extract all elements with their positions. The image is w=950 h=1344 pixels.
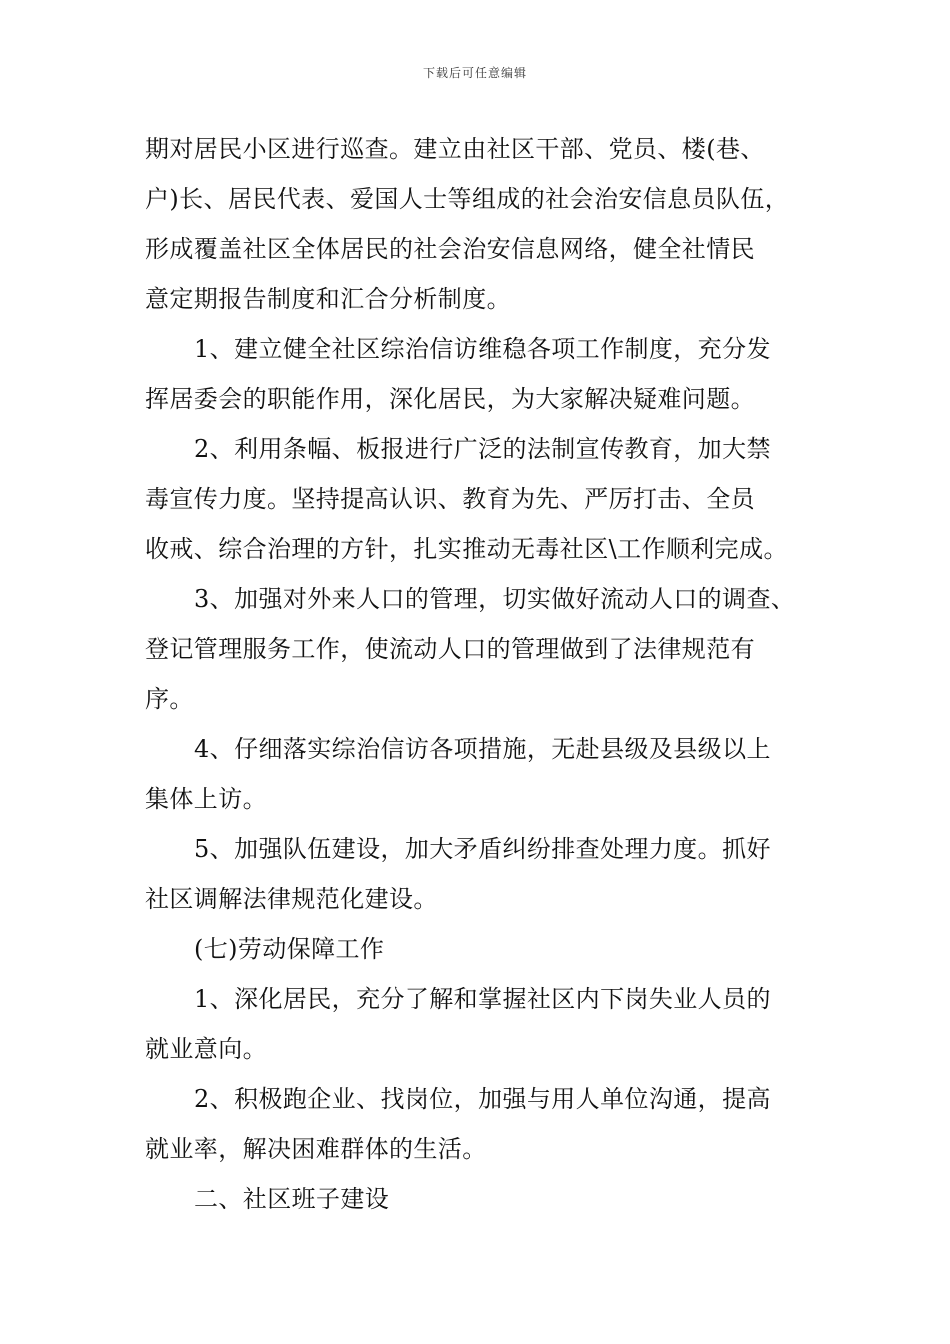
- section-heading: (七)劳动保障工作: [194, 935, 385, 963]
- text-line: 5、加强队伍建设，加大矛盾纠纷排查处理力度。抓好: [194, 835, 771, 863]
- text-line: 期对居民小区进行巡查。建立由社区干部、党员、楼(巷、: [145, 135, 765, 163]
- text-line: 毒宣传力度。坚持提高认识、教育为先、严厉打击、全员: [145, 485, 755, 513]
- text-line: 1、建立健全社区综治信访维稳各项工作制度，充分发: [194, 335, 771, 363]
- text-line: 登记管理服务工作，使流动人口的管理做到了法律规范有: [145, 635, 755, 663]
- text-line: 就业意向。: [145, 1035, 267, 1063]
- text-line: 就业率，解决困难群体的生活。: [145, 1135, 487, 1163]
- text-line: 集体上访。: [145, 785, 267, 813]
- document-body: [145, 124, 815, 1224]
- text-line: 2、利用条幅、板报进行广泛的法制宣传教育，加大禁: [194, 435, 771, 463]
- text-line: 1、深化居民，充分了解和掌握社区内下岗失业人员的: [194, 985, 771, 1013]
- text-line: 序。: [145, 685, 194, 713]
- text-line: 4、仔细落实综治信访各项措施，无赴县级及县级以上: [194, 735, 771, 763]
- text-line: 2、积极跑企业、找岗位，加强与用人单位沟通，提高: [194, 1085, 771, 1113]
- text-line: 挥居委会的职能作用，深化居民，为大家解决疑难问题。: [145, 385, 755, 413]
- text-line: 收戒、综合治理的方针，扎实推动无毒社区\工作顺利完成。: [145, 535, 788, 563]
- text-line: 户)长、居民代表、爱国人士等组成的社会治安信息员队伍，: [145, 185, 790, 213]
- text-line: 形成覆盖社区全体居民的社会治安信息网络，健全社情民: [145, 235, 755, 263]
- page-header: 下载后可任意编辑: [422, 66, 527, 80]
- text-line: 意定期报告制度和汇合分析制度。: [145, 285, 511, 313]
- section-heading: 二、社区班子建设: [194, 1185, 390, 1213]
- text-line: 3、加强对外来人口的管理，切实做好流动人口的调查、: [194, 585, 796, 613]
- text-line: 社区调解法律规范化建设。: [145, 885, 438, 913]
